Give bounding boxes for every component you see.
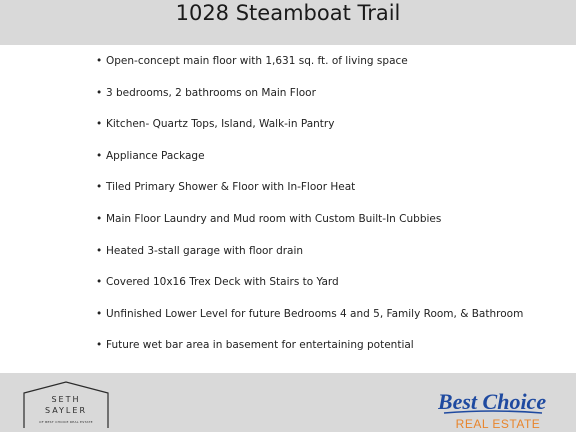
feature-text: Main Floor Laundry and Mud room with Custom Built-In Cubbies	[106, 212, 442, 225]
bullet: •	[96, 339, 103, 352]
feature-text: Covered 10x16 Trex Deck with Stairs to Yard	[106, 276, 339, 289]
feature-text: Tiled Primary Shower & Floor with In-Floor Heat	[106, 181, 356, 194]
list-item	[96, 238, 523, 270]
list-item	[96, 143, 523, 175]
feature-text: Kitchen- Quartz Tops, Island, Walk-in Pantry	[106, 118, 335, 131]
feature-text: Future wet bar area in basement for entertaining potential	[106, 339, 414, 352]
list-item	[96, 174, 523, 206]
best-choice-logo	[438, 383, 548, 431]
feature-list	[96, 48, 523, 364]
list-item	[96, 301, 523, 333]
list-item	[96, 80, 523, 112]
list-item	[96, 111, 523, 143]
bullet: •	[96, 307, 103, 320]
feature-text: Appliance Package	[106, 149, 205, 162]
logo-tagline: OF BEST CHOICE REAL ESTATE	[39, 420, 93, 424]
page-title: 1028 Steamboat Trail	[175, 1, 401, 25]
list-item	[96, 48, 523, 80]
bullet: •	[96, 212, 103, 225]
bullet: •	[96, 55, 103, 67]
logo-line1: SETH	[51, 395, 81, 404]
feature-text: Open-concept main floor with 1,631 sq. ft. of living space	[106, 55, 408, 67]
brand-name: Best Choice	[438, 389, 547, 414]
bullet: •	[96, 149, 103, 162]
list-item	[96, 332, 523, 364]
bullet: •	[96, 276, 103, 289]
bullet: •	[96, 118, 103, 131]
feature-text: Unfinished Lower Level for future Bedrooms 4 and 5, Family Room, & Bathroom	[106, 307, 524, 320]
list-item	[96, 269, 523, 301]
bullet: •	[96, 86, 103, 99]
feature-text: 3 bedrooms, 2 bathrooms on Main Floor	[106, 86, 316, 99]
logo-line2: SAYLER	[44, 406, 88, 415]
feature-text: Heated 3-stall garage with floor drain	[106, 244, 304, 257]
seth-sayler-logo	[22, 380, 110, 430]
brand-subtitle: REAL ESTATE	[455, 417, 541, 431]
bullet: •	[96, 244, 103, 257]
bullet: •	[96, 181, 103, 194]
list-item	[96, 206, 523, 238]
